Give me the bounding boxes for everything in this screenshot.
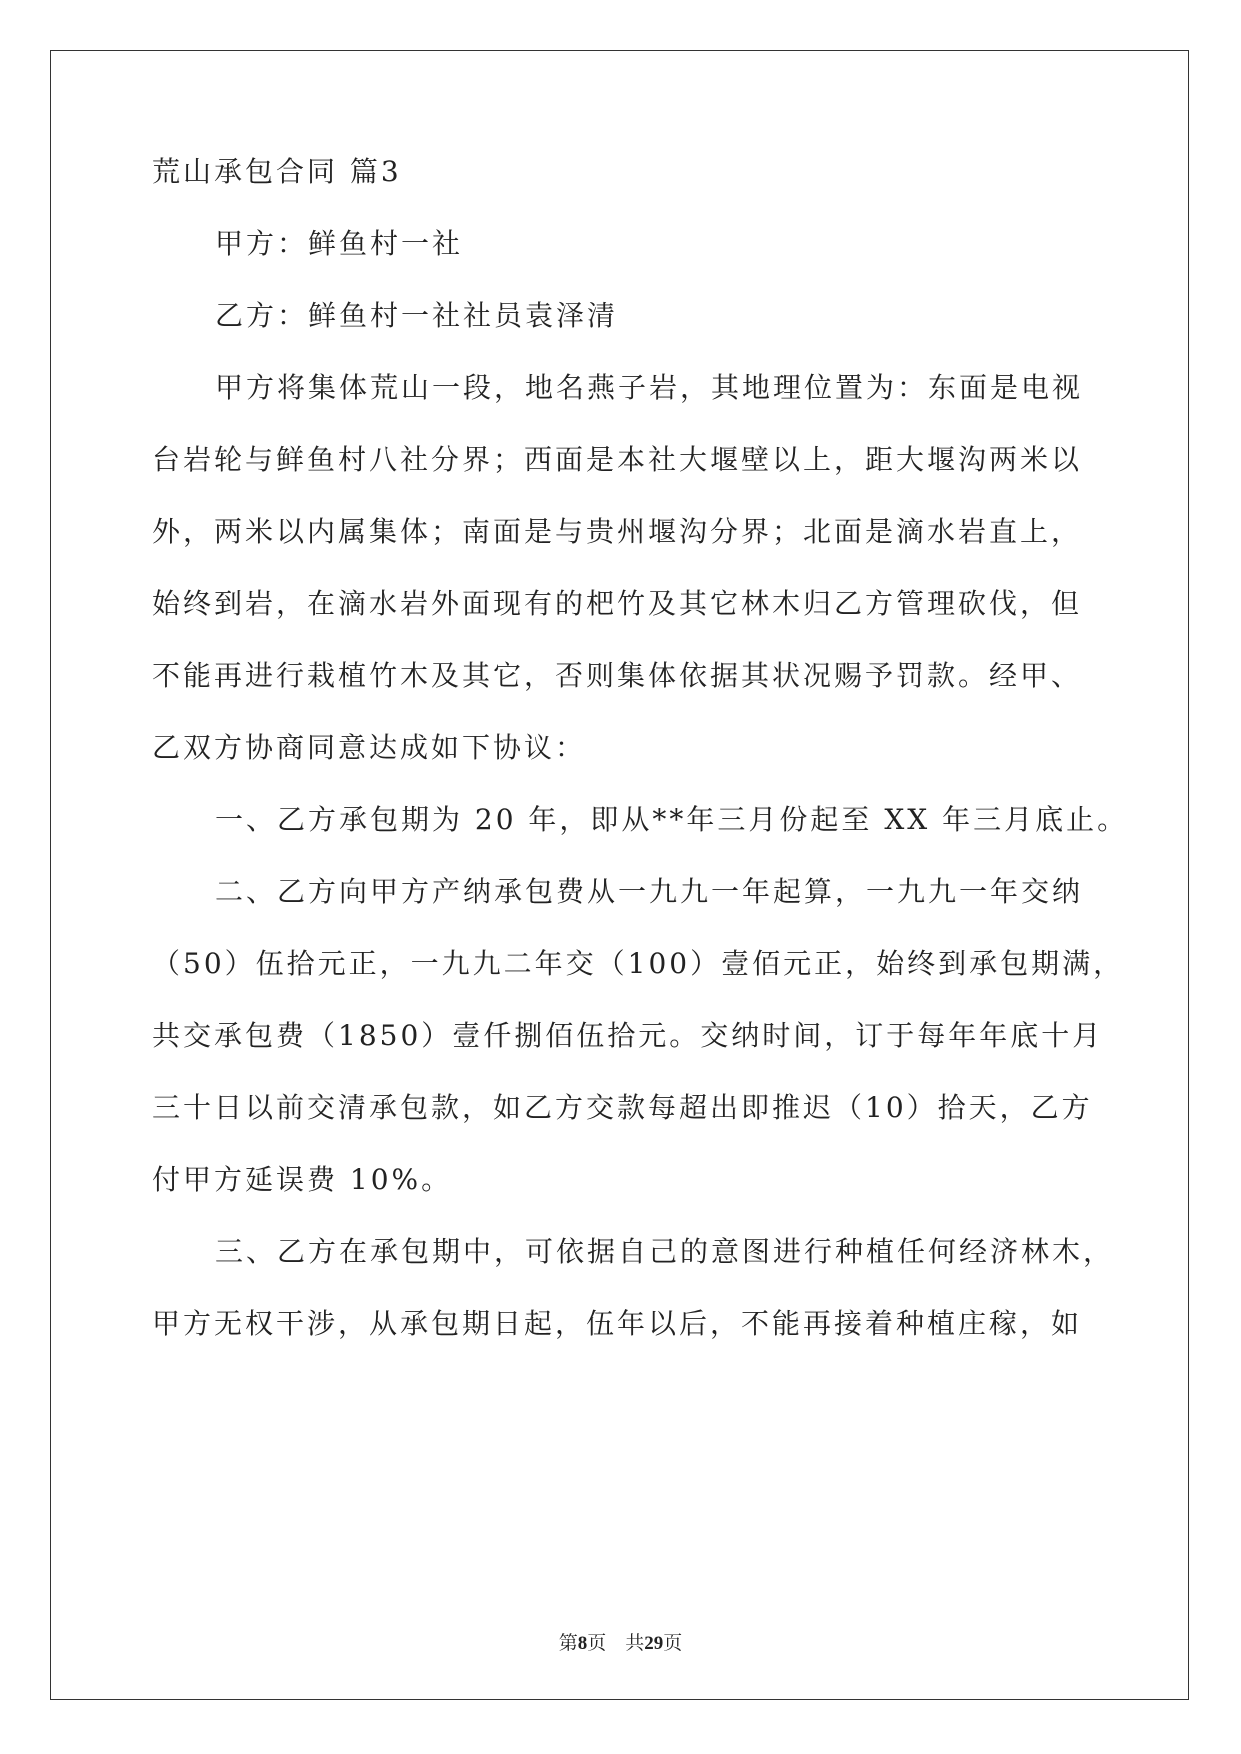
clause-2-line: 三十日以前交清承包款，如乙方交款每超出即推迟（10）拾天，乙方 bbox=[152, 1091, 1093, 1124]
clause-3-line: 三、乙方在承包期中，可依据自己的意图进行种植任何经济林木， bbox=[215, 1235, 1115, 1268]
clause-3-line: 甲方无权干涉，从承包期日起，伍年以后，不能再接着种植庄稼，如 bbox=[152, 1307, 1083, 1340]
footer-prefix: 第 bbox=[558, 1633, 578, 1654]
paragraph-location-line: 甲方将集体荒山一段，地名燕子岩，其地理位置为：东面是电视 bbox=[215, 371, 1084, 404]
page-number-footer bbox=[0, 1628, 1241, 1655]
clause-2-line: 二、乙方向甲方产纳承包费从一九九一年起算，一九九一年交纳 bbox=[215, 875, 1084, 908]
paragraph-location-line: 台岩轮与鲜鱼村八社分界；西面是本社大堰壁以上，距大堰沟两米以 bbox=[152, 443, 1083, 476]
party-b-line: 乙方：鲜鱼村一社社员袁泽清 bbox=[215, 299, 619, 332]
footer-suffix: 页 bbox=[663, 1633, 683, 1654]
clause-2-line: 共交承包费（1850）壹仟捌佰伍拾元。交纳时间，订于每年年底十月 bbox=[152, 1019, 1104, 1052]
footer-mid: 页 共 bbox=[587, 1633, 645, 1654]
party-a-line: 甲方：鲜鱼村一社 bbox=[215, 227, 464, 260]
total-page-count: 29 bbox=[644, 1633, 664, 1654]
paragraph-location-line: 不能再进行栽植竹木及其它，否则集体依据其状况赐予罚款。经甲、 bbox=[152, 659, 1083, 692]
document-title: 荒山承包合同 篇3 bbox=[152, 155, 402, 188]
clause-2-line: 付甲方延误费 10%。 bbox=[152, 1163, 453, 1196]
paragraph-location-line: 乙双方协商同意达成如下协议： bbox=[152, 731, 587, 764]
paragraph-location-line: 外，两米以内属集体；南面是与贵州堰沟分界；北面是滴水岩直上， bbox=[152, 515, 1083, 548]
clause-1-line: 一、乙方承包期为 20 年，即从**年三月份起至 XX 年三月底止。 bbox=[215, 803, 1129, 836]
current-page-number: 8 bbox=[577, 1633, 588, 1654]
clause-2-line: （50）伍拾元正，一九九二年交（100）壹佰元正，始终到承包期满， bbox=[152, 947, 1125, 980]
paragraph-location-line: 始终到岩，在滴水岩外面现有的杷竹及其它林木归乙方管理砍伐，但 bbox=[152, 587, 1083, 620]
